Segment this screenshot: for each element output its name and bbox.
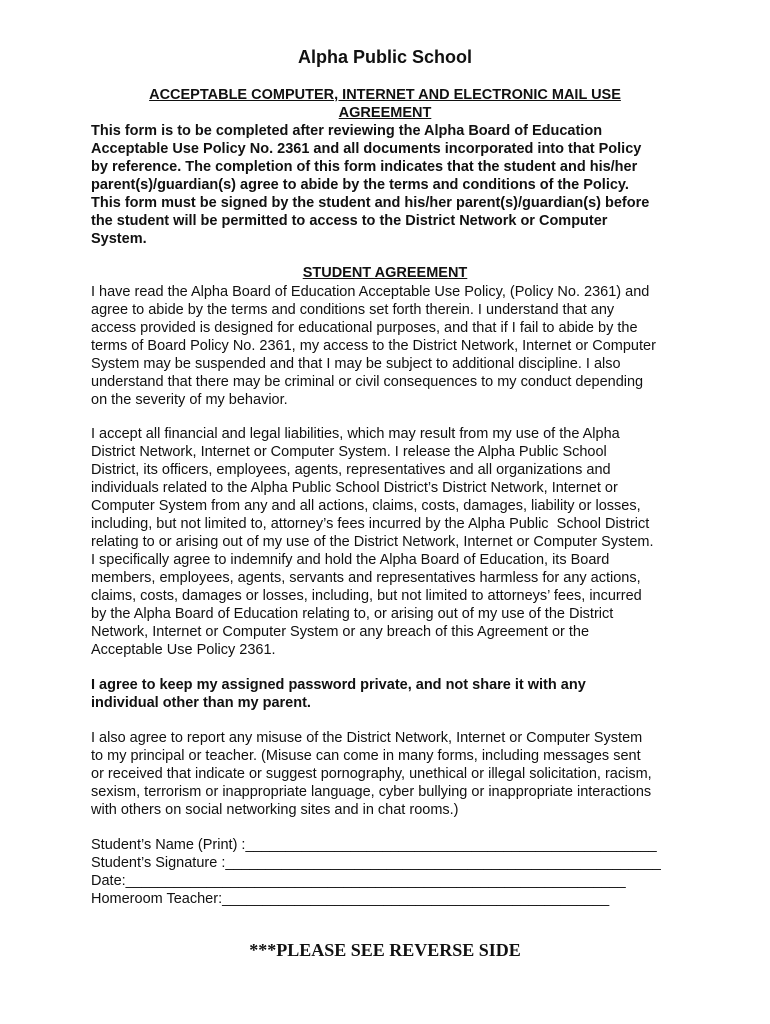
intro-line: Acceptable Use Policy No. 2361 and all documents incorporated into that Policy bbox=[91, 141, 642, 157]
intro-line: System. bbox=[91, 231, 147, 247]
intro-line: by reference. The completion of this form indicates that the student and his/her bbox=[91, 159, 638, 175]
intro-paragraph bbox=[91, 122, 691, 248]
paragraph-line: Acceptable Use Policy 2361. bbox=[91, 642, 276, 658]
paragraph-line: individuals related to the Alpha Public School District’s District Network, Internet or bbox=[91, 480, 618, 496]
paragraph-line: on the severity of my behavior. bbox=[91, 392, 288, 408]
school-name: Alpha Public School bbox=[297, 47, 472, 67]
intro-line: This form must be signed by the student and his/her parent(s)/guardian(s) before bbox=[91, 195, 650, 211]
paragraph-line: I specifically agree to indemnify and hold the Alpha Board of Education, its Board bbox=[91, 552, 610, 568]
misuse-reporting-paragraph bbox=[91, 729, 691, 819]
document-title bbox=[110, 86, 660, 122]
intro-line: This form is to be completed after reviewing the Alpha Board of Education bbox=[91, 123, 603, 139]
paragraph-line: with others on social networking sites and in chat rooms.) bbox=[91, 802, 459, 818]
paragraph-line: I agree to keep my assigned password private, and not share it with any bbox=[91, 677, 586, 693]
paragraph-line: to my principal or teacher. (Misuse can come in many forms, including messages sent bbox=[91, 748, 641, 764]
paragraph-line: relating to or arising out of my use of the District Network, Internet or Computer System. bbox=[91, 534, 654, 550]
policy-acknowledgement-paragraph bbox=[91, 283, 691, 409]
student-name-field[interactable]: Student’s Name (Print) :___________________________________________________ bbox=[91, 837, 657, 853]
paragraph-line: access provided is designed for educational purposes, and that if I fail to abide by the bbox=[91, 320, 638, 336]
paragraph-line: System may be suspended and that I may be subject to additional discipline. I also bbox=[91, 356, 621, 372]
intro-line: parent(s)/guardian(s) agree to abide by the terms and conditions of the Policy. bbox=[91, 177, 629, 193]
paragraph-line: individual other than my parent. bbox=[91, 695, 311, 711]
paragraph-line: Network, Internet or Computer System or any breach of this Agreement or the bbox=[91, 624, 590, 640]
paragraph-line: terms of Board Policy No. 2361, my access to the District Network, Internet or Computer bbox=[91, 338, 656, 354]
paragraph-line: I also agree to report any misuse of the District Network, Internet or Computer System bbox=[91, 730, 643, 746]
paragraph-line: I have read the Alpha Board of Education Acceptable Use Policy, (Policy No. 2361) and bbox=[91, 284, 650, 300]
date-field[interactable]: Date:______________________________________________________________ bbox=[91, 873, 626, 889]
paragraph-line: or received that indicate or suggest pornography, unethical or illegal solicitation, racism, bbox=[91, 766, 652, 782]
paragraph-line: sexism, terrorism or inappropriate language, cyber bullying or inappropriate interactions bbox=[91, 784, 652, 800]
paragraph-line: including, but not limited to, attorney’s fees incurred by the Alpha Public School District bbox=[91, 516, 650, 532]
paragraph-line: I accept all financial and legal liabilities, which may result from my use of the Alpha bbox=[91, 426, 620, 442]
liability-release-paragraph bbox=[91, 425, 691, 659]
student-signature-field[interactable]: Student’s Signature :______________________________________________________ bbox=[91, 855, 661, 871]
reverse-side-note: ***PLEASE SEE REVERSE SIDE bbox=[249, 940, 521, 960]
password-privacy-statement bbox=[91, 676, 691, 712]
paragraph-line: understand that there may be criminal or civil consequences to my conduct depending bbox=[91, 374, 644, 390]
homeroom-teacher-field[interactable]: Homeroom Teacher:________________________________________________ bbox=[91, 891, 610, 907]
paragraph-line: District, its officers, employees, agents, representatives and all organizations and bbox=[91, 462, 611, 478]
student-agreement-heading: STUDENT AGREEMENT bbox=[302, 265, 468, 281]
paragraph-line: District Network, Internet or Computer System. I release the Alpha Public School bbox=[91, 444, 607, 460]
paragraph-line: agree to abide by the terms and conditions set forth therein. I understand that any bbox=[91, 302, 615, 318]
document-title-line-2: AGREEMENT bbox=[338, 105, 432, 121]
signature-fields bbox=[91, 836, 691, 908]
intro-line: the student will be permitted to access to the District Network or Computer bbox=[91, 213, 608, 229]
paragraph-line: members, employees, agents, servants and representatives harmless for any actions, bbox=[91, 570, 641, 586]
paragraph-line: by the Alpha Board of Education relating to, or arising out of my use of the District bbox=[91, 606, 614, 622]
paragraph-line: claims, costs, damages or losses, including, but not limited to attorneys’ fees, incurred bbox=[91, 588, 642, 604]
paragraph-line: Computer System from any and all actions, claims, costs, damages, liability or losses, bbox=[91, 498, 641, 514]
document-title-line-1: ACCEPTABLE COMPUTER, INTERNET AND ELECTRONIC MAIL USE bbox=[149, 87, 621, 103]
